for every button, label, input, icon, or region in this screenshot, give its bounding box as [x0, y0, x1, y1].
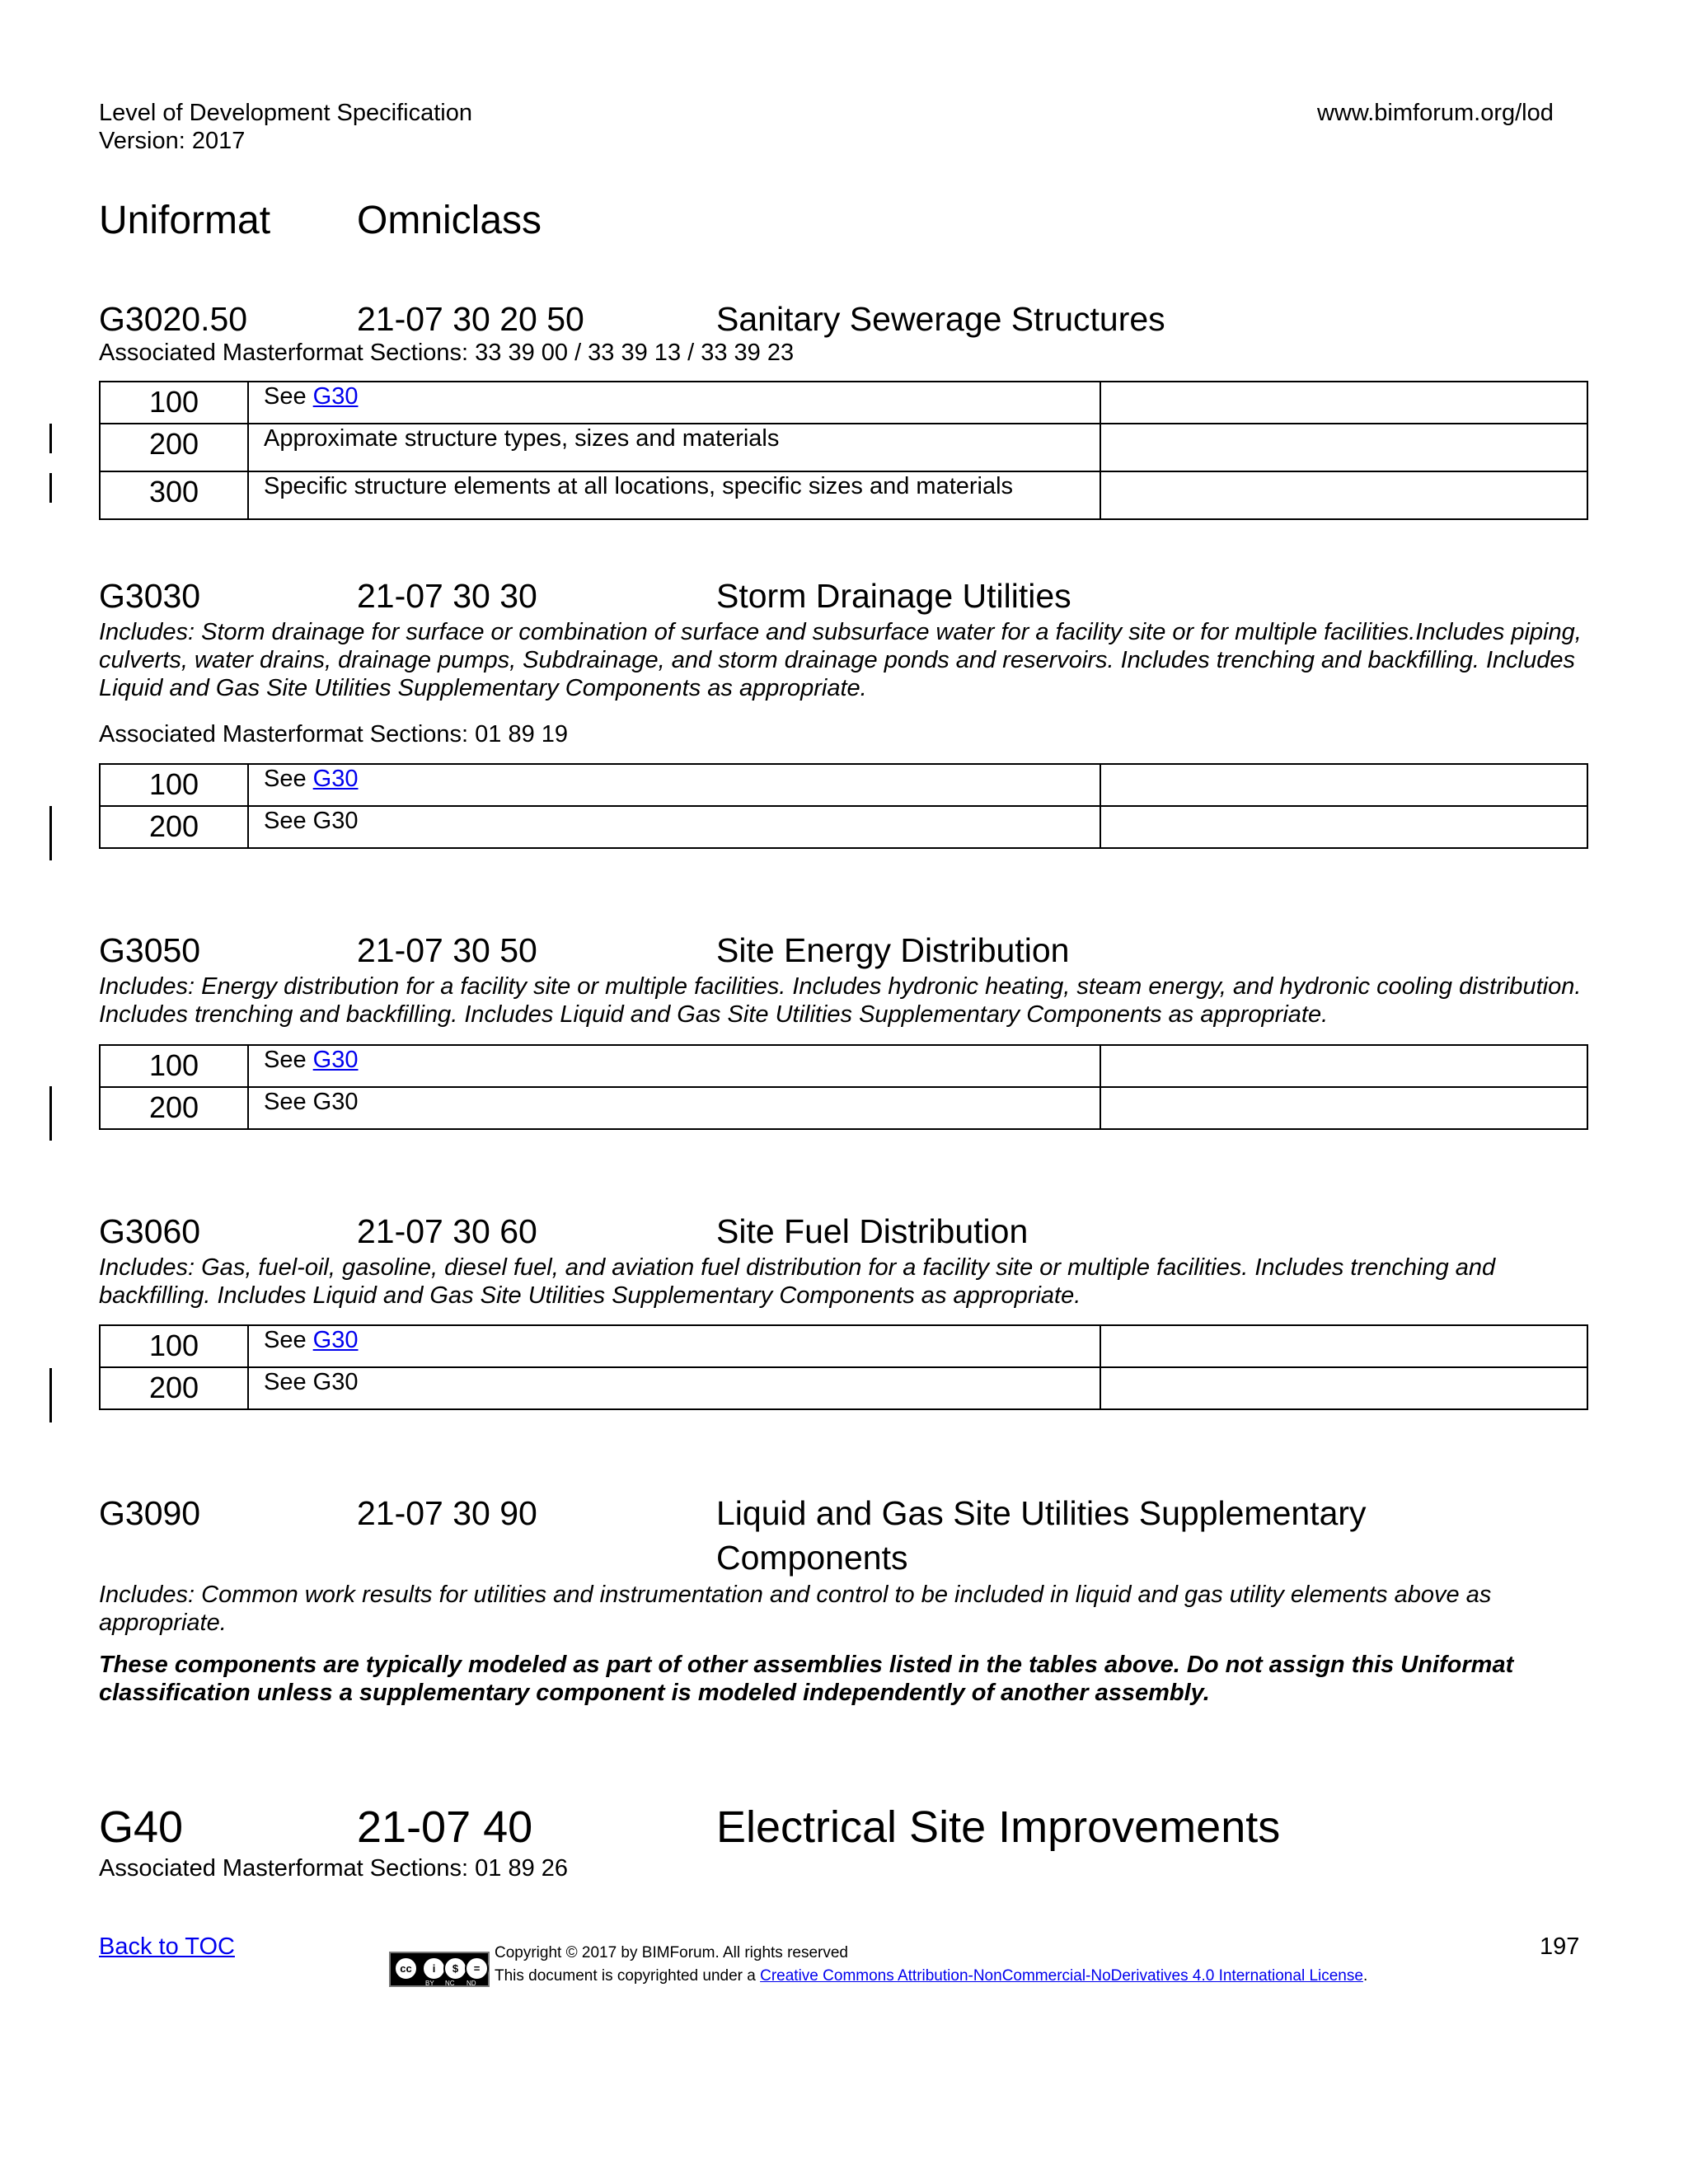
- section-title-cont: Components: [716, 1539, 908, 1577]
- lod-extra: [1100, 424, 1587, 471]
- lod-table: [99, 1324, 1588, 1410]
- column-omniclass: Omniclass: [357, 199, 542, 242]
- g30-link[interactable]: G30: [312, 766, 359, 792]
- section-title: Site Fuel Distribution: [716, 1212, 1029, 1250]
- see-prefix: See: [264, 383, 313, 410]
- section-includes: Includes: Gas, fuel-oil, gasoline, diesel fuel, and aviation fuel distribution for a facility site or multiple facilities. Includes trenching and backfilling. Includes Liquid and Gas Site Utilities Supplementary Components as appropriate.: [99, 1254, 1496, 1309]
- section-omniclass: 21-07 30 50: [357, 931, 537, 969]
- section-title: Site Energy Distribution: [716, 931, 1070, 969]
- table-row: [100, 806, 1587, 848]
- lod-description: Specific structure elements at all locations, specific sizes and materials: [248, 471, 1100, 519]
- section-code: G3060: [99, 1212, 201, 1250]
- table-row: [100, 424, 1587, 471]
- doc-version: Version: 2017: [99, 128, 246, 154]
- section-title: Liquid and Gas Site Utilities Supplementary: [716, 1494, 1367, 1532]
- table-row: [100, 1367, 1587, 1409]
- section-includes: Includes: Storm drainage for surface or combination of surface and subsurface water for a facility site or for multiple facilities.Includes piping, culverts, water drains, drainage pumps, Subdrainage, and storm drainage ponds and reservoirs. Includes trenching and backfilling. Includes Liquid and Gas Site Utilities Supplementary Components as appropriate.: [99, 619, 1582, 701]
- section-note: These components are typically modeled as part of other assemblies listed in the tables above. Do not assign this Uniformat classification unless a supplementary component is modeled independently of another assembly.: [99, 1652, 1514, 1706]
- see-prefix: See: [264, 766, 313, 792]
- see-prefix: See: [264, 1327, 313, 1353]
- lod-level: 300: [100, 471, 248, 519]
- lod-level: 100: [100, 764, 248, 806]
- section-assoc: Associated Masterformat Sections: 33 39 00 / 33 39 13 / 33 39 23: [99, 340, 795, 366]
- table-row: [100, 382, 1587, 424]
- change-bar: [49, 1368, 52, 1422]
- lod-description: [248, 382, 1100, 424]
- lod-extra: [1100, 471, 1587, 519]
- section-code: G3020.50: [99, 300, 248, 338]
- doc-url: www.bimforum.org/lod: [1317, 100, 1554, 126]
- change-bar: [49, 806, 52, 860]
- lod-extra: [1100, 1367, 1587, 1409]
- copyright-text: Copyright © 2017 by BIMForum. All rights reserved: [495, 1944, 849, 1961]
- doc-title: Level of Development Specification: [99, 100, 472, 126]
- lod-extra: [1100, 1045, 1587, 1087]
- lod-description: [248, 1045, 1100, 1087]
- section-includes: Includes: Energy distribution for a facility site or multiple facilities. Includes hydronic heating, steam energy, and hydronic cooling distribution. Includes trenching and backfilling. Includes Liquid and Gas Site Utilities Supplementary Components as appropriate.: [99, 973, 1582, 1028]
- section-code: G3030: [99, 577, 201, 615]
- lod-level: 200: [100, 424, 248, 471]
- lod-level: 100: [100, 382, 248, 424]
- section-assoc: Associated Masterformat Sections: 01 89 26: [99, 1855, 569, 1882]
- section-includes: Includes: Common work results for utilities and instrumentation and control to be included in liquid and gas utility elements above as appropriate.: [99, 1582, 1492, 1636]
- license-link[interactable]: Creative Commons Attribution-NonCommercial-NoDerivatives 4.0 International License: [760, 1967, 1363, 1985]
- lod-level: 200: [100, 806, 248, 848]
- change-bar: [49, 424, 52, 453]
- table-row: [100, 1325, 1587, 1367]
- lod-extra: [1100, 1325, 1587, 1367]
- lod-table: [99, 1044, 1588, 1130]
- section-title: Sanitary Sewerage Structures: [716, 300, 1165, 338]
- lod-extra: [1100, 382, 1587, 424]
- lod-level: 200: [100, 1367, 248, 1409]
- badge-by: BY: [425, 1980, 434, 1987]
- g30-link[interactable]: G30: [312, 1047, 359, 1073]
- section-title: Storm Drainage Utilities: [716, 577, 1071, 615]
- lod-level: 100: [100, 1045, 248, 1087]
- license-prefix: This document is copyrighted under a: [495, 1967, 761, 1985]
- lod-description: [248, 1325, 1100, 1367]
- section-omniclass: 21-07 30 60: [357, 1212, 537, 1250]
- lod-extra: [1100, 806, 1587, 848]
- lod-level: 200: [100, 1087, 248, 1129]
- table-row: [100, 471, 1587, 519]
- attribution-icon: i: [422, 1957, 446, 1980]
- license-line: [495, 1966, 1367, 1987]
- back-to-toc-link[interactable]: Back to TOC: [99, 1933, 235, 1960]
- lod-extra: [1100, 764, 1587, 806]
- g30-link[interactable]: G30: [312, 383, 359, 410]
- section-omniclass: 21-07 40: [357, 1802, 533, 1852]
- lod-description: See G30: [248, 1087, 1100, 1129]
- section-omniclass: 21-07 30 20 50: [357, 300, 584, 338]
- column-uniformat: Uniformat: [99, 199, 271, 242]
- section-code: G3050: [99, 931, 201, 969]
- noderivatives-icon: =: [465, 1957, 489, 1980]
- lod-description: See G30: [248, 806, 1100, 848]
- lod-level: 100: [100, 1325, 248, 1367]
- lod-table: [99, 381, 1588, 520]
- section-omniclass: 21-07 30 90: [357, 1494, 537, 1532]
- section-omniclass: 21-07 30 30: [357, 577, 537, 615]
- lod-description: [248, 764, 1100, 806]
- badge-nc: NC: [445, 1980, 455, 1987]
- lod-description: See G30: [248, 1367, 1100, 1409]
- page-number: 197: [1540, 1933, 1580, 1960]
- change-bar: [49, 1086, 52, 1141]
- lod-table: [99, 763, 1588, 849]
- table-row: [100, 1087, 1587, 1129]
- table-row: [100, 1045, 1587, 1087]
- g30-link[interactable]: G30: [312, 1327, 359, 1353]
- section-title: Electrical Site Improvements: [716, 1802, 1281, 1852]
- noncommercial-icon: $: [443, 1957, 467, 1980]
- table-row: [100, 764, 1587, 806]
- section-code: G40: [99, 1802, 184, 1852]
- section-code: G3090: [99, 1494, 201, 1532]
- lod-extra: [1100, 1087, 1587, 1129]
- change-bar: [49, 473, 52, 503]
- license-suffix: .: [1362, 1967, 1368, 1985]
- cc-license-badge-icon: [389, 1952, 490, 1987]
- badge-nd: ND: [467, 1980, 476, 1987]
- see-prefix: See: [264, 1047, 313, 1073]
- lod-description: Approximate structure types, sizes and materials: [248, 424, 1100, 471]
- cc-icon: cc: [394, 1957, 418, 1980]
- section-assoc: Associated Masterformat Sections: 01 89 19: [99, 721, 569, 748]
